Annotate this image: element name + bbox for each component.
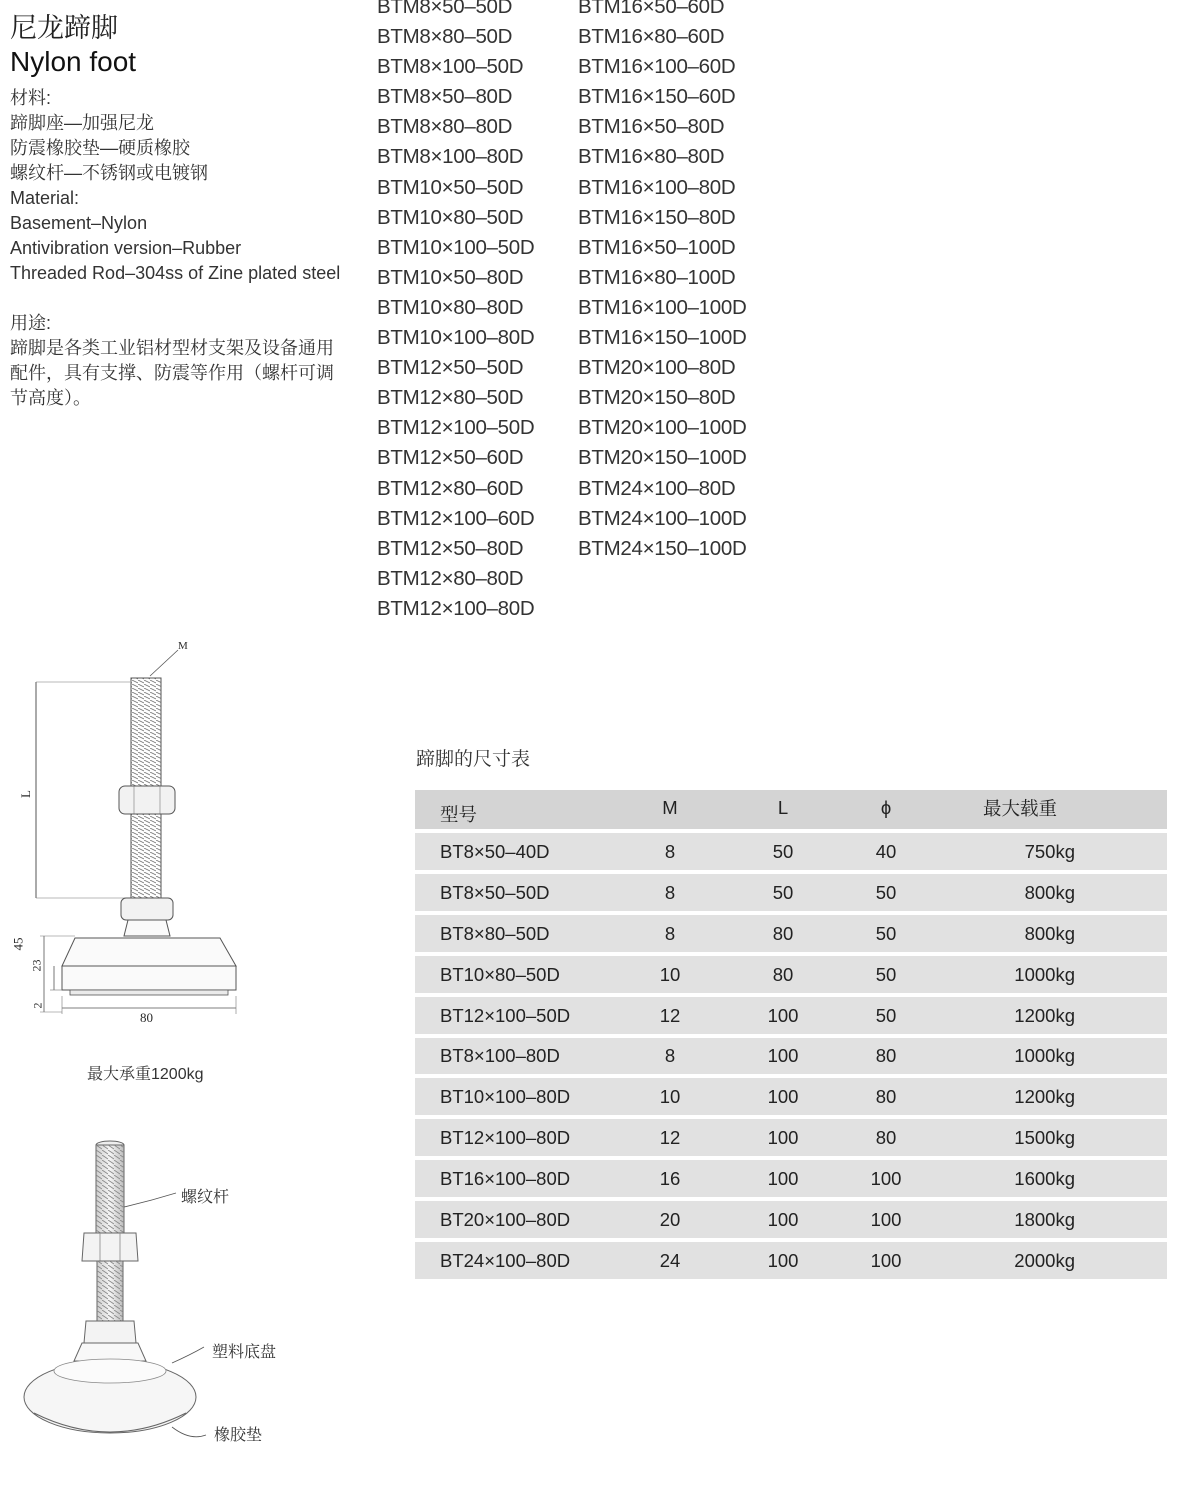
model-item: BTM10×100–50D	[377, 235, 535, 259]
cell-model: BT12×100–50D	[440, 1004, 571, 1026]
cell-max-load: 2000kg	[1014, 1249, 1075, 1271]
cell-phi: 100	[870, 1249, 902, 1271]
model-item: BTM10×50–80D	[377, 265, 524, 289]
cell-phi: 40	[875, 840, 897, 862]
cell-l: 100	[767, 1004, 799, 1026]
model-item: BTM16×150–100D	[578, 326, 747, 350]
model-item: BTM10×80–50D	[377, 205, 524, 229]
cell-phi: 80	[875, 1085, 897, 1107]
model-item: BTM16×80–60D	[578, 25, 725, 49]
label-m: M	[178, 640, 188, 652]
header-m: M	[662, 796, 678, 818]
model-item: BTM8×80–80D	[377, 115, 513, 139]
model-item: BTM8×100–50D	[377, 55, 524, 79]
cell-m: 8	[664, 922, 676, 944]
size-table-title: 蹄脚的尺寸表	[416, 749, 531, 770]
description-block	[10, 86, 350, 411]
model-item: BTM12×80–50D	[377, 386, 524, 410]
material-en-line: Basement–Nylon	[10, 213, 148, 233]
cell-m: 10	[659, 1085, 681, 1107]
table-row	[415, 1201, 1167, 1238]
cell-phi: 80	[875, 1126, 897, 1148]
cell-max-load: 1500kg	[1014, 1126, 1075, 1148]
table-row	[415, 833, 1167, 870]
material-en-line: Antivibration version–Rubber	[10, 238, 242, 258]
model-item: BTM16×150–80D	[578, 205, 736, 229]
spacer	[10, 286, 350, 311]
cell-model: BT24×100–80D	[440, 1249, 571, 1271]
material-cn-line: 蹄脚座—加强尼龙	[10, 113, 154, 133]
cell-l: 80	[772, 922, 794, 944]
model-item: BTM10×50–50D	[377, 175, 524, 199]
label-23: 23	[29, 959, 44, 972]
cell-l: 100	[767, 1167, 799, 1189]
cell-l: 50	[772, 881, 794, 903]
header-max-load: 最大载重	[982, 797, 1057, 819]
cell-max-load: 1000kg	[1014, 1045, 1075, 1066]
header-l: L	[777, 796, 789, 818]
usage-label: 用途:	[10, 313, 52, 333]
model-item: BTM16×100–60D	[578, 55, 736, 79]
model-item: BTM16×150–60D	[578, 85, 736, 109]
model-item: BTM24×150–100D	[578, 536, 747, 560]
cell-model: BT8×100–80D	[440, 1045, 560, 1066]
cell-m: 24	[659, 1249, 681, 1271]
cell-max-load: 800kg	[1024, 881, 1075, 903]
model-list-column-2	[578, 0, 746, 564]
model-item: BTM20×100–80D	[578, 356, 736, 380]
cell-max-load: 1200kg	[1014, 1004, 1075, 1026]
model-item: BTM12×50–80D	[377, 536, 524, 560]
cell-m: 12	[659, 1126, 681, 1148]
model-item: BTM20×100–100D	[578, 416, 747, 440]
cell-max-load: 750kg	[1024, 840, 1075, 862]
header-phi: ϕ	[880, 796, 892, 818]
cell-l: 100	[767, 1126, 799, 1148]
usage-text: 蹄脚是各类工业铝材型材支架及设备通用配件，具有支撑、防震等作用（螺杆可调节高度）。	[10, 338, 334, 408]
cell-model: BT16×100–80D	[440, 1167, 571, 1189]
part-label-pad: 橡胶垫	[214, 1427, 263, 1444]
cell-phi: 100	[870, 1167, 902, 1189]
cell-m: 12	[659, 1004, 681, 1026]
material-cn-label: 材料:	[10, 88, 52, 108]
cell-l: 100	[767, 1208, 799, 1230]
material-cn-line: 螺纹杆—不锈钢或电镀钢	[10, 163, 208, 183]
cell-model: BT8×80–50D	[440, 922, 550, 944]
header-model: 型号	[440, 803, 478, 825]
table-row	[415, 915, 1167, 952]
part-label-rod: 螺纹杆	[181, 1189, 230, 1206]
title-english: Nylon foot	[10, 46, 137, 77]
table-row	[415, 1038, 1167, 1074]
cell-m: 8	[664, 840, 676, 862]
dimension-drawing-svg	[0, 636, 260, 1036]
model-item: BTM10×80–80D	[377, 295, 524, 319]
material-cn-line: 防震橡胶垫—硬质橡胶	[10, 138, 190, 158]
label-45: 45	[10, 937, 26, 951]
table-row	[415, 1242, 1167, 1279]
cell-phi: 50	[875, 1004, 897, 1026]
model-item: BTM16×50–100D	[578, 235, 736, 259]
table-row	[415, 874, 1167, 911]
model-item: BTM16×50–80D	[578, 115, 725, 139]
size-table	[415, 790, 1167, 1283]
model-item: BTM20×150–100D	[578, 446, 747, 470]
parts-drawing	[0, 1135, 320, 1475]
model-item: BTM12×80–80D	[377, 566, 524, 590]
cell-l: 100	[767, 1249, 799, 1271]
model-item: BTM16×100–80D	[578, 175, 736, 199]
model-item: BTM12×50–50D	[377, 356, 524, 380]
model-item: BTM12×100–60D	[377, 506, 535, 530]
cell-m: 10	[659, 963, 681, 985]
cell-m: 20	[659, 1208, 681, 1230]
cell-model: BT8×50–50D	[440, 881, 550, 903]
label-80: 80	[140, 1010, 153, 1025]
material-en-line: Threaded Rod–304ss of Zine plated steel	[10, 263, 341, 283]
table-row	[415, 1160, 1167, 1197]
model-item: BTM24×100–80D	[578, 476, 736, 500]
cell-max-load: 1800kg	[1014, 1208, 1075, 1230]
model-item: BTM8×80–50D	[377, 25, 513, 49]
model-item: BTM16×80–100D	[578, 265, 736, 289]
table-row	[415, 1078, 1167, 1115]
max-load-caption: 最大承重1200kg	[87, 1066, 204, 1083]
model-item: BTM16×100–100D	[578, 295, 747, 319]
cell-phi: 50	[875, 963, 897, 985]
cell-phi: 50	[875, 922, 897, 944]
label-2: 2	[30, 1002, 45, 1009]
cell-l: 100	[767, 1045, 799, 1066]
cell-l: 80	[772, 963, 794, 985]
model-item: BTM16×80–80D	[578, 145, 725, 169]
cell-phi: 100	[870, 1208, 902, 1230]
cell-max-load: 800kg	[1024, 922, 1075, 944]
cell-max-load: 1200kg	[1014, 1085, 1075, 1107]
model-item: BTM8×50–80D	[377, 85, 513, 109]
model-item: BTM8×50–50D	[377, 0, 513, 18]
cell-m: 8	[664, 1045, 676, 1066]
cell-phi: 50	[875, 881, 897, 903]
label-l: L	[17, 790, 33, 798]
model-item: BTM16×50–60D	[578, 0, 725, 18]
table-row	[415, 997, 1167, 1034]
cell-model: BT20×100–80D	[440, 1208, 571, 1230]
model-item: BTM24×100–100D	[578, 506, 747, 530]
cell-model: BT10×80–50D	[440, 963, 560, 985]
cell-model: BT12×100–80D	[440, 1126, 571, 1148]
cell-model: BT10×100–80D	[440, 1085, 571, 1107]
material-en-label: Material:	[10, 188, 80, 208]
model-item: BTM12×100–50D	[377, 416, 535, 440]
cell-m: 16	[659, 1167, 681, 1189]
table-header-row	[415, 790, 1167, 829]
dimension-drawing	[0, 636, 260, 1036]
cell-l: 50	[772, 840, 794, 862]
table-row	[415, 1119, 1167, 1156]
cell-l: 100	[767, 1085, 799, 1107]
part-label-base: 塑料底盘	[212, 1344, 277, 1361]
model-item: BTM8×100–80D	[377, 145, 524, 169]
model-item: BTM20×150–80D	[578, 386, 736, 410]
model-item: BTM12×50–60D	[377, 446, 524, 470]
title-chinese: 尼龙蹄脚	[10, 13, 118, 43]
model-item: BTM12×80–60D	[377, 476, 524, 500]
cell-max-load: 1600kg	[1014, 1167, 1075, 1189]
model-item: BTM10×100–80D	[377, 326, 535, 350]
model-item: BTM12×100–80D	[377, 596, 535, 620]
model-list-column-1	[377, 0, 534, 624]
cell-phi: 80	[875, 1045, 897, 1066]
cell-model: BT8×50–40D	[440, 840, 550, 862]
table-row	[415, 956, 1167, 993]
cell-max-load: 1000kg	[1014, 963, 1075, 985]
parts-drawing-svg	[0, 1135, 320, 1475]
cell-m: 8	[664, 881, 676, 903]
